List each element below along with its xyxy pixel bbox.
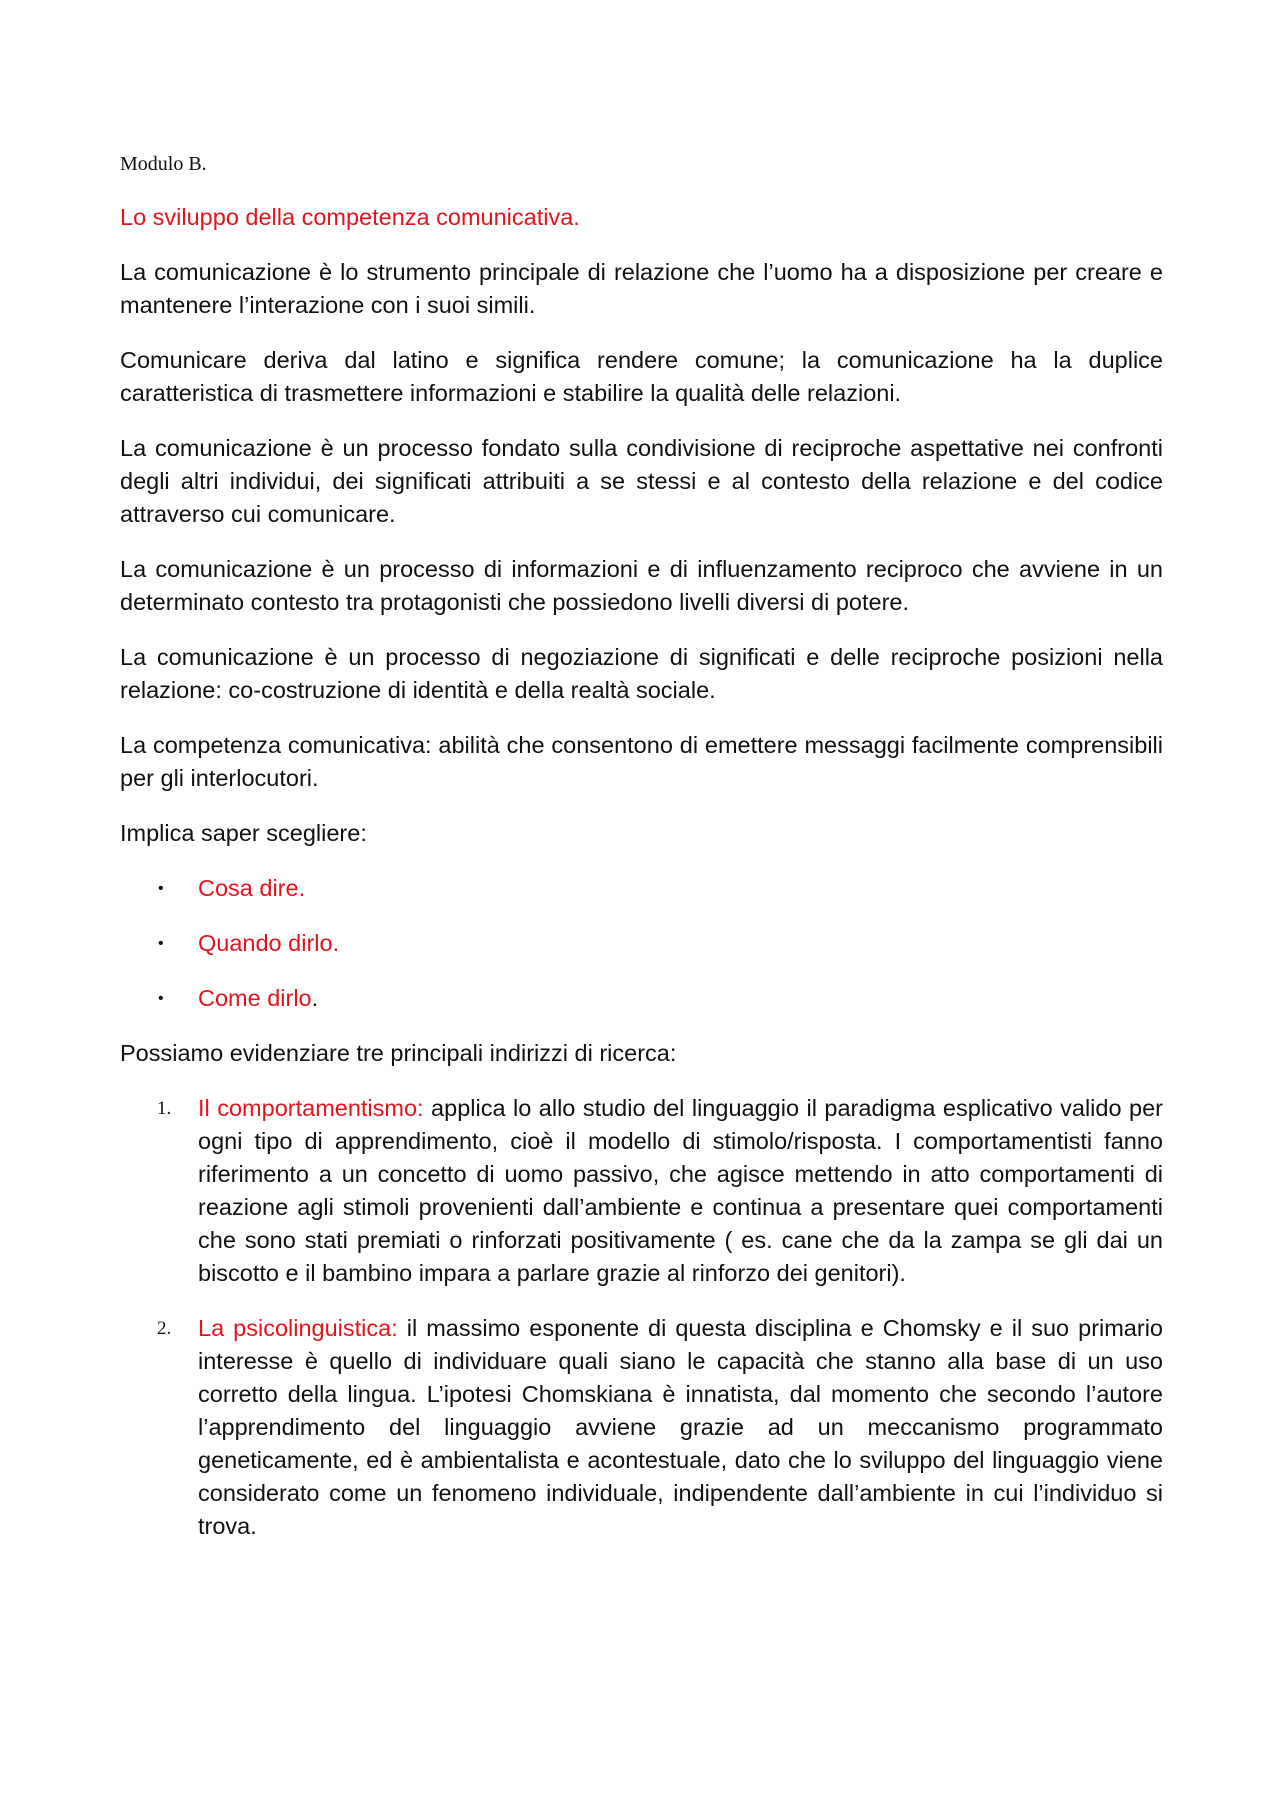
research-intro: Possiamo evidenziare tre principali indirizzi di ricerca: xyxy=(120,1040,677,1066)
list-item xyxy=(120,872,1163,905)
research-list xyxy=(120,1092,1163,1543)
list-item xyxy=(120,1312,1163,1543)
list-item-suffix: . xyxy=(311,985,319,1011)
research-term: La psicolinguistica: xyxy=(198,1315,398,1341)
module-label: Modulo B. xyxy=(120,153,207,175)
research-text: applica lo allo studio del linguaggio il paradigma esplicativo valido per ogni tipo di apprendimento, cioè il modello di stimolo/risposta. I comportamentisti fanno riferimento a un concetto di uomo passivo, che agisce mettendo in atto comportamenti di reazione agli stimoli provenienti dall’ambiente e continua a presentare quei comportamenti che sono stati premiati o rinforzati positivamente ( es. cane che da la zampa se gli dai un biscotto e il bambino impara a parlare grazie al rinforzo dei genitori). xyxy=(198,1095,1163,1286)
list-item-text: Quando dirlo. xyxy=(198,930,340,956)
list-number: 1. xyxy=(157,1098,172,1119)
list-number: 2. xyxy=(157,1318,172,1339)
choose-list xyxy=(120,872,1163,1015)
paragraph: Comunicare deriva dal latino e significa rendere comune; la comunicazione ha la duplice caratteristica di trasmettere informazioni e stabilire la qualità delle relazioni. xyxy=(120,347,1163,406)
research-text: il massimo esponente di questa disciplina e Chomsky e il suo primario interesse è quello di individuare quali siano le capacità che stanno alla base di un uso corretto della lingua. L’ipotesi Chomskiana è innatista, dal momento che secondo l’autore l’apprendimento del linguaggio avviene grazie ad un meccanismo programmato geneticamente, ed è ambientalista e acontestuale, dato che lo sviluppo del linguaggio viene considerato come un fenomeno individuale, indipendente dall’ambiente in cui l’individuo si trova. xyxy=(198,1315,1163,1539)
paragraph: La competenza comunicativa: abilità che consentono di emettere messaggi facilmente comprensibili per gli interlocutori. xyxy=(120,732,1163,791)
research-term: Il comportamentismo: xyxy=(198,1095,424,1121)
list-item-text: Cosa dire. xyxy=(198,875,306,901)
list-item xyxy=(120,982,1163,1015)
paragraph: La comunicazione è un processo di informazioni e di influenzamento reciproco che avviene in un determinato contesto tra protagonisti che possiedono livelli diversi di potere. xyxy=(120,556,1163,615)
list-item xyxy=(120,1092,1163,1290)
document-page xyxy=(120,150,1163,1565)
bullet-marker: • xyxy=(158,880,164,897)
bullet-marker: • xyxy=(158,990,164,1007)
choose-intro: Implica saper scegliere: xyxy=(120,820,367,846)
section-title: Lo sviluppo della competenza comunicativa. xyxy=(120,204,580,230)
paragraph: La comunicazione è un processo di negoziazione di significati e delle reciproche posizioni nella relazione: co-costruzione di identità e della realtà sociale. xyxy=(120,644,1163,703)
bullet-marker: • xyxy=(158,935,164,952)
paragraph: La comunicazione è un processo fondato sulla condivisione di reciproche aspettative nei confronti degli altri individui, dei significati attribuiti a se stessi e al contesto della relazione e del codice attraverso cui comunicare. xyxy=(120,435,1163,527)
list-item xyxy=(120,927,1163,960)
paragraph: La comunicazione è lo strumento principale di relazione che l’uomo ha a disposizione per creare e mantenere l’interazione con i suoi simili. xyxy=(120,259,1163,318)
list-item-text: Come dirlo xyxy=(198,985,312,1011)
